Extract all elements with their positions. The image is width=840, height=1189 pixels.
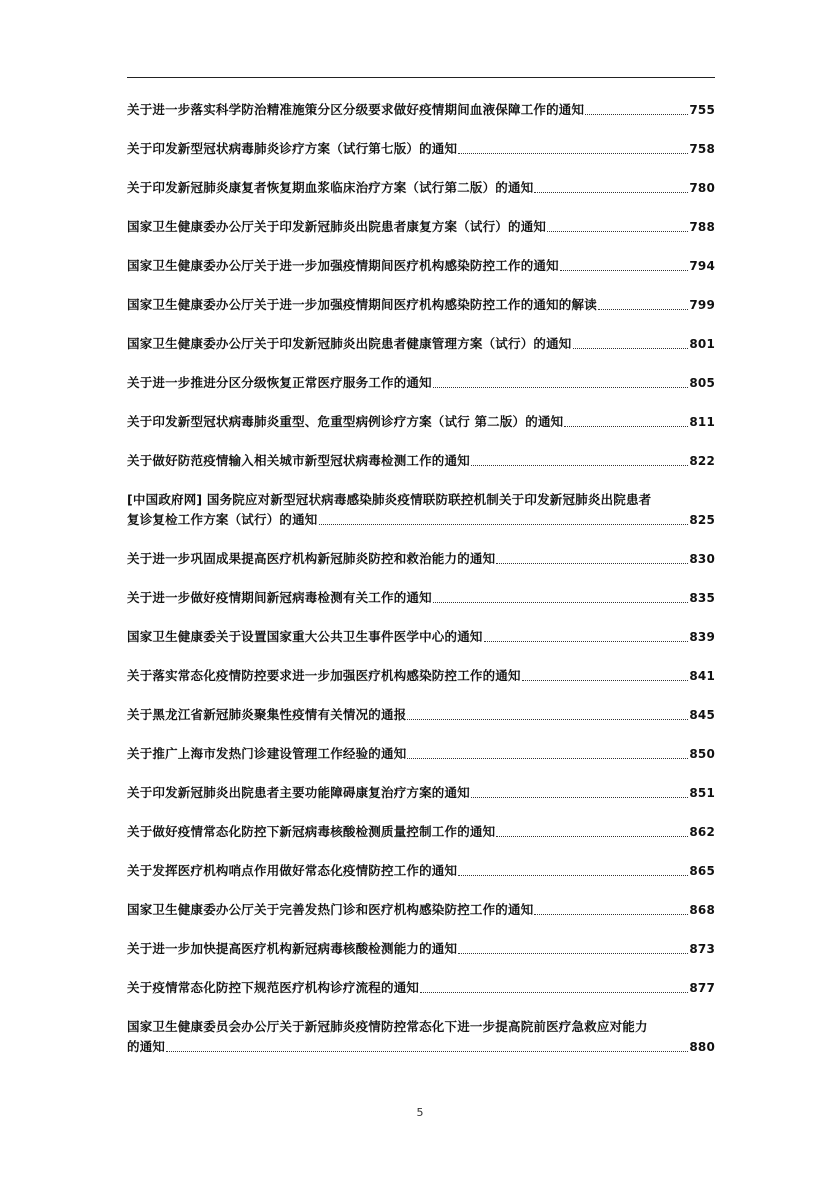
toc-entry-title: 关于印发新冠肺炎出院患者主要功能障碍康复治疗方案的通知 — [127, 785, 470, 800]
dot-leader — [166, 1050, 688, 1052]
dot-leader — [471, 464, 688, 466]
toc-entry-title: 关于进一步做好疫情期间新冠病毒检测有关工作的通知 — [127, 590, 432, 605]
toc-entry-title-line2: 复诊复检工作方案（试行）的通知 — [127, 512, 318, 527]
toc-entry-page: 780 — [689, 181, 715, 195]
dot-leader — [458, 152, 688, 154]
toc-entry-title: 关于进一步落实科学防治精准施策分区分级要求做好疫情期间血液保障工作的通知 — [127, 102, 585, 117]
toc-entry-page: 822 — [689, 454, 715, 468]
toc-entry-page: 841 — [689, 669, 715, 683]
toc-entry[interactable] — [127, 705, 715, 725]
toc-entry-page: 799 — [689, 298, 715, 312]
toc-entry-page: 830 — [689, 552, 715, 566]
toc-entry-title: 国家卫生健康委办公厅关于完善发热门诊和医疗机构感染防控工作的通知 — [127, 902, 534, 917]
dot-leader — [547, 230, 688, 232]
toc-entry-page: 788 — [689, 220, 715, 234]
toc-entry-title: 关于进一步加快提高医疗机构新冠病毒核酸检测能力的通知 — [127, 941, 458, 956]
toc-entry[interactable] — [127, 744, 715, 764]
dot-leader — [496, 562, 688, 564]
toc-entry[interactable] — [127, 334, 715, 354]
dot-leader — [585, 113, 688, 115]
table-of-contents — [127, 100, 715, 1076]
toc-entry[interactable] — [127, 490, 715, 530]
toc-entry-page: 758 — [689, 142, 715, 156]
toc-entry[interactable] — [127, 373, 715, 393]
toc-entry[interactable] — [127, 295, 715, 315]
toc-entry[interactable] — [127, 451, 715, 471]
toc-entry-page: 811 — [689, 415, 715, 429]
toc-entry-title: 关于疫情常态化防控下规范医疗机构诊疗流程的通知 — [127, 980, 420, 995]
dot-leader — [458, 874, 688, 876]
toc-entry-page: 845 — [689, 708, 715, 722]
toc-entry-title-line2-row — [127, 1037, 715, 1057]
toc-entry-title: 关于做好防范疫情输入相关城市新型冠状病毒检测工作的通知 — [127, 453, 470, 468]
toc-entry[interactable] — [127, 588, 715, 608]
toc-entry-title: 关于落实常态化疫情防控要求进一步加强医疗机构感染防控工作的通知 — [127, 668, 521, 683]
toc-entry-title-line2-row — [127, 510, 715, 530]
toc-entry-page: 862 — [689, 825, 715, 839]
dot-leader — [433, 386, 689, 388]
toc-entry-title: 关于黑龙江省新冠肺炎聚集性疫情有关情况的通报 — [127, 707, 407, 722]
toc-entry-page: 851 — [689, 786, 715, 800]
dot-leader — [319, 523, 689, 525]
dot-leader — [458, 952, 688, 954]
dot-leader — [598, 308, 688, 310]
toc-entry-page: 865 — [689, 864, 715, 878]
toc-entry-title: 关于印发新型冠状病毒肺炎诊疗方案（试行第七版）的通知 — [127, 141, 458, 156]
toc-entry-title: 国家卫生健康委办公厅关于印发新冠肺炎出院患者康复方案（试行）的通知 — [127, 219, 547, 234]
dot-leader — [573, 347, 689, 349]
toc-entry[interactable] — [127, 256, 715, 276]
dot-leader — [471, 796, 688, 798]
toc-entry-title-line2: 的通知 — [127, 1039, 166, 1054]
page-number: 5 — [416, 1106, 424, 1119]
toc-entry-title: 国家卫生健康委办公厅关于印发新冠肺炎出院患者健康管理方案（试行）的通知 — [127, 336, 572, 351]
toc-entry[interactable] — [127, 822, 715, 842]
dot-leader — [496, 835, 688, 837]
toc-entry-page: 850 — [689, 747, 715, 761]
toc-entry[interactable] — [127, 783, 715, 803]
toc-entry-page: 868 — [689, 903, 715, 917]
dot-leader — [484, 640, 689, 642]
toc-entry[interactable] — [127, 178, 715, 198]
toc-entry[interactable] — [127, 666, 715, 686]
toc-entry-page: 794 — [689, 259, 715, 273]
toc-entry[interactable] — [127, 549, 715, 569]
toc-entry[interactable] — [127, 139, 715, 159]
dot-leader — [534, 191, 688, 193]
dot-leader — [433, 601, 689, 603]
toc-entry-title: 关于推广上海市发热门诊建设管理工作经验的通知 — [127, 746, 407, 761]
toc-entry[interactable] — [127, 217, 715, 237]
toc-entry-page: 873 — [689, 942, 715, 956]
toc-entry-title: 关于印发新冠肺炎康复者恢复期血浆临床治疗方案（试行第二版）的通知 — [127, 180, 534, 195]
header-rule — [127, 77, 715, 78]
dot-leader — [407, 718, 688, 720]
toc-entry-page: 801 — [689, 337, 715, 351]
dot-leader — [564, 425, 688, 427]
toc-entry-title: 国家卫生健康委办公厅关于进一步加强疫情期间医疗机构感染防控工作的通知的解读 — [127, 297, 597, 312]
toc-entry-page: 805 — [689, 376, 715, 390]
toc-entry[interactable] — [127, 627, 715, 647]
toc-entry[interactable] — [127, 861, 715, 881]
toc-entry-title: 国家卫生健康委关于设置国家重大公共卫生事件医学中心的通知 — [127, 629, 483, 644]
toc-entry-title: 关于发挥医疗机构哨点作用做好常态化疫情防控工作的通知 — [127, 863, 458, 878]
dot-leader — [407, 757, 688, 759]
toc-entry-title-line1: 国家卫生健康委员会办公厅关于新冠肺炎疫情防控常态化下进一步提高院前医疗急救应对能力 — [127, 1019, 648, 1034]
toc-entry[interactable] — [127, 978, 715, 998]
dot-leader — [534, 913, 688, 915]
dot-leader — [420, 991, 688, 993]
toc-entry-page: 839 — [689, 630, 715, 644]
toc-entry-page: 825 — [689, 513, 715, 527]
toc-entry[interactable] — [127, 939, 715, 959]
dot-leader — [560, 269, 689, 271]
toc-entry-title: 关于进一步巩固成果提高医疗机构新冠肺炎防控和救治能力的通知 — [127, 551, 496, 566]
toc-entry-page: 755 — [689, 103, 715, 117]
toc-entry[interactable] — [127, 1017, 715, 1057]
toc-entry-title: 关于做好疫情常态化防控下新冠病毒核酸检测质量控制工作的通知 — [127, 824, 496, 839]
toc-entry-page: 877 — [689, 981, 715, 995]
toc-entry-page: 880 — [689, 1040, 715, 1054]
toc-entry[interactable] — [127, 412, 715, 432]
toc-entry[interactable] — [127, 900, 715, 920]
dot-leader — [522, 679, 689, 681]
toc-entry-title: 关于印发新型冠状病毒肺炎重型、危重型病例诊疗方案（试行 第二版）的通知 — [127, 414, 564, 429]
toc-entry[interactable] — [127, 100, 715, 120]
toc-entry-page: 835 — [689, 591, 715, 605]
toc-entry-title: 国家卫生健康委办公厅关于进一步加强疫情期间医疗机构感染防控工作的通知 — [127, 258, 559, 273]
toc-entry-title-line1: [中国政府网] 国务院应对新型冠状病毒感染肺炎疫情联防联控机制关于印发新冠肺炎出院患者 — [127, 492, 652, 507]
toc-entry-title: 关于进一步推进分区分级恢复正常医疗服务工作的通知 — [127, 375, 432, 390]
